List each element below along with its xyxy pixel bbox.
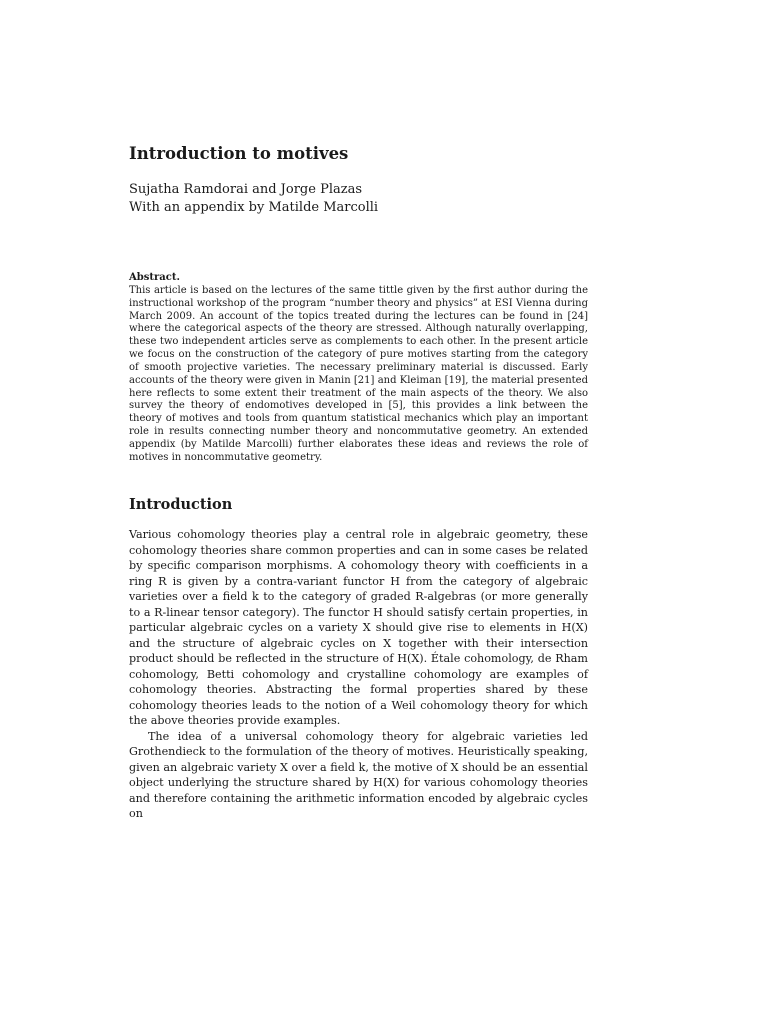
author-block bbox=[129, 181, 378, 217]
abstract-text: This article is based on the lectures of the same tittle given by the first author during the instructional workshop of the program “number theory and physics” at ESI Vienna during March 2009. An account of the topics treated during the lectures can be found in [24] where the categorical aspects of the theory are stressed. Although naturally overlapping, these two independent articles serve as complements to each other. In the present article we focus on the construction of the category of pure motives starting from the category of smooth projective varieties. The necessary preliminary material is discussed. Early accounts of the theory were given in Manin [21] and Kleiman [19], the material presented here reflects to some extent their treatment of the main aspects of the theory. We also survey the theory of endomotives developed in [5], this provides a link between the theory of motives and tools from quantum statistical mechanics which play an important role in results connecting number theory and noncommutative geometry. An extended appendix (by Matilde Marcolli) further elaborates these ideas and reviews the role of motives in noncommutative geometry. bbox=[129, 284, 588, 463]
abstract-heading: Abstract. bbox=[129, 272, 180, 283]
abstract bbox=[129, 272, 588, 465]
paper-title: Introduction to motives bbox=[129, 144, 349, 163]
section-title-introduction: Introduction bbox=[129, 496, 233, 513]
paragraph-1: Various cohomology theories play a central role in algebraic geometry, these cohomology theories share common properties and can in some cases be related by specific comparison morphisms. A cohomology theory with coefficients in a ring R is given by a contra-variant functor H from the category of algebraic varieties over a field k to the category of graded R-algebras (or more generally to a R-linear tensor category). The functor H should satisfy certain properties, in particular algebraic cycles on a variety X should give rise to elements in H(X) and the structure of algebraic cycles on X together with their intersection product should be reflected in the structure of H(X). Étale cohomology, de Rham cohomology, Betti cohomology and crystalline cohomology are examples of cohomology theories. Abstracting the formal properties shared by these cohomology theories leads to the notion of a Weil cohomology theory for which the above theories provide examples. bbox=[129, 528, 588, 727]
authors-line: Sujatha Ramdorai and Jorge Plazas bbox=[129, 182, 363, 197]
paragraph-2: The idea of a universal cohomology theory for algebraic varieties led Grothendieck to the formulation of the theory of motives. Heuristically speaking, given an algebraic variety X over a field k, the motive of X should be an essential object underlying the structure shared by H(X) for various cohomology theories and therefore containing the arithmetic information encoded by algebraic cycles on bbox=[129, 729, 588, 820]
appendix-author-line: With an appendix by Matilde Marcolli bbox=[129, 200, 379, 215]
introduction-body bbox=[129, 527, 588, 822]
